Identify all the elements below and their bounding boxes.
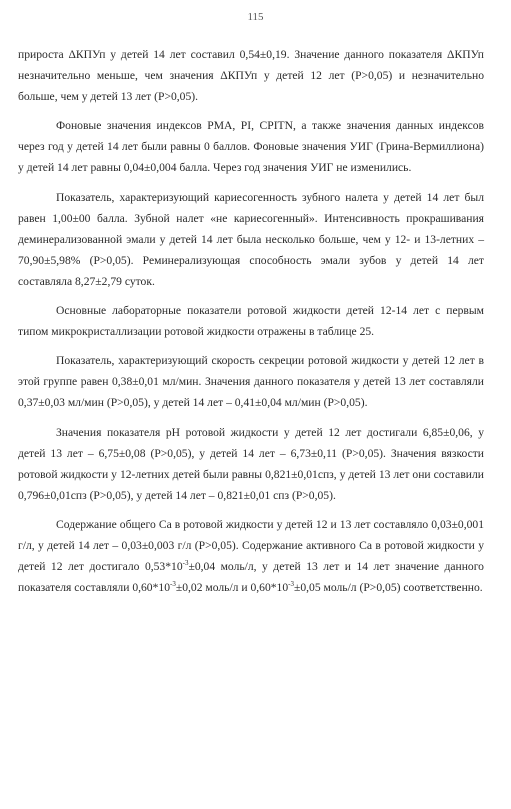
calcium-text-part1: Содержание общего Ca в ротовой жидкости у детей 12 и 13 лет составляло 0,03±0,001 г/л, у детей 14 лет – 0,03±0,003 г/л (P>0,05). Содержание активного Ca в ротовой жидкости у детей 12 лет достигало 0,53*10 xyxy=(18,517,484,574)
paragraph-calcium-content xyxy=(18,514,484,598)
exponent-2: -3 xyxy=(170,580,176,589)
calcium-text-part2: ±0,04 моль/л, у детей 13 лет и 14 лет значение данного показателя составляли 0,60*10 xyxy=(18,560,484,595)
exponent-3: -3 xyxy=(288,580,294,589)
paragraph-ph-viscosity: Значения показателя pH ротовой жидкости у детей 12 лет достигали 6,85±0,06, у детей 13 лет – 6,75±0,08 (P>0,05), у детей 14 лет – 6,73±0,11 (P>0,05). Значения вязкости ротовой жидкости у 12-летних детей были равны 0,821±0,01спз, у детей 13 лет они составили 0,796±0,01спз (P>0,05), у детей 14 лет – 0,821±0,01 спз (P>0,05). xyxy=(18,425,484,502)
paragraph-background-indices: Фоновые значения индексов PMA, PI, CPITN, а также значения данных индексов через год у детей 14 лет были равны 0 баллов. Фоновые значения УИГ (Грина-Вермиллиона) у детей 14 лет равны 0,04±0,004 балла. Через год значения УИГ не изменились. xyxy=(18,119,484,175)
paragraph-continued: прироста ΔКПУп у детей 14 лет составил 0,54±0,19. Значение данного показателя ΔКПУп незначительно меньше, чем значения ΔКПУп у детей 12 лет (P>0,05) и незначительно больше, чем у детей 13 лет (P>0,05). xyxy=(18,48,484,104)
exponent-1: -3 xyxy=(182,559,189,568)
page-number: 115 xyxy=(247,11,264,23)
paragraph-lab-indicators: Основные лабораторные показатели ротовой жидкости детей 12-14 лет с первым типом микрокристаллизации ротовой жидкости отражены в таблице 25. xyxy=(18,304,484,339)
paragraph-secretion-rate: Показатель, характеризующий скорость секреции ротовой жидкости у детей 12 лет в этой группе равен 0,38±0,01 мл/мин. Значения данного показателя у детей 13 лет составляли 0,37±0,03 мл/мин (P>0,05), у детей 14 лет – 0,41±0,04 мл/мин (P>0,05). xyxy=(18,354,484,410)
calcium-text-part3: ±0,02 моль/л и 0,60*10 xyxy=(175,581,289,595)
paragraph-plaque-cariogenicity: Показатель, характеризующий кариесогенность зубного налета у детей 14 лет был равен 1,00±00 балла. Зубной налет «не кариесогенный». Интенсивность прокрашивания деминерализованной эмали у детей 14 лет была несколько больше, чем у 12- и 13-летних – 70,90±5,98% (P>0,05). Реминерализующая способность эмали зубов у детей 14 лет составляла 8,27±2,79 суток. xyxy=(18,190,484,288)
calcium-text-part4: ±0,05 моль/л (P>0,05) соответственно. xyxy=(293,581,483,595)
body-text xyxy=(18,44,484,606)
